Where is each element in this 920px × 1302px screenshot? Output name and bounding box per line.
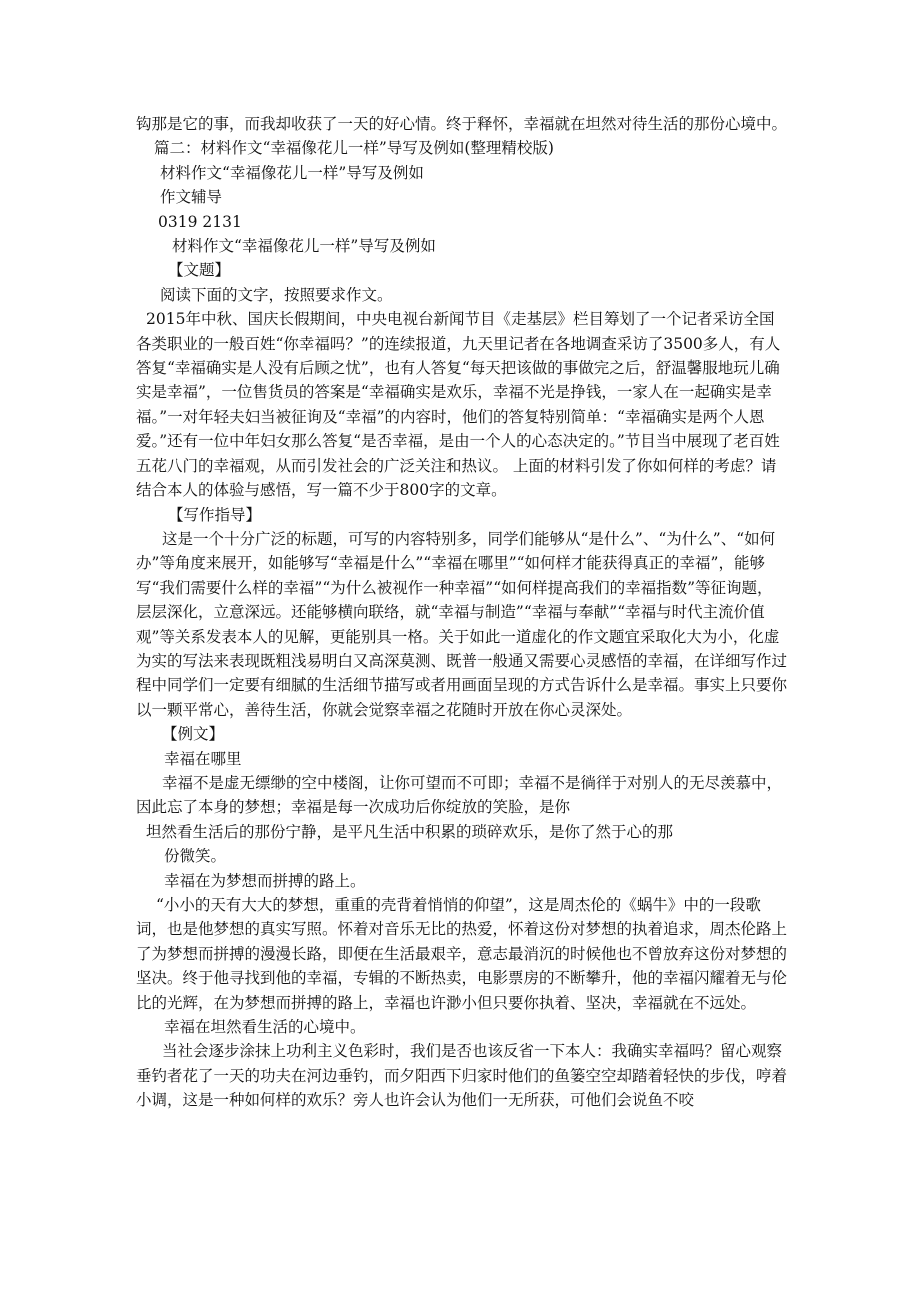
paragraph-continuation: 钩那是它的事，而我却收获了一天的好心情。终于释怀，幸福就在坦然对待生活的那份心境中。 (136, 115, 788, 133)
category-label: 作文辅导 (160, 188, 223, 207)
reference-number: 0319 2131 (158, 212, 242, 231)
heading-writing-guide: 【写作指导】 (168, 505, 262, 524)
example-intro-line-2: 坦然看生活后的那份宁静，是平凡生活中积累的琐碎欢乐，是你了然于心的那 (146, 822, 674, 841)
subheading-dream: 幸福在为梦想而拼搏的路上。 (164, 871, 366, 890)
subheading-calm: 幸福在坦然看生活的心境中。 (164, 1018, 366, 1037)
heading-example: 【例文】 (162, 725, 225, 744)
section-title-part-two: 篇二：材料作文“幸福像花儿一样”导写及例如(整理精校版) (154, 139, 554, 158)
instruction-line: 阅读下面的文字，按照要求作文。 (160, 285, 393, 304)
document-body (136, 112, 788, 1113)
example-intro-paragraph: 幸福不是虚无缥缈的空中楼阁，让你可望而不可即；幸福不是徜徉于对别人的无尽羡慕中，因此忘了本身的梦想；幸福是每一次成功后你绽放的笑脸，是你 (136, 773, 783, 817)
calm-paragraph: 当社会逐步涂抹上功利主义色彩时，我们是否也该反省一下本人：我确实幸福吗？留心观察垂钓者花了一天的功夫在河边垂钓，而夕阳西下归家时他们的鱼篓空空却踏着轻快的步伐，哼着小调，这是一种如何样的欢乐？旁人也许会认为他们一无所获，可他们会说鱼不咬 (136, 1042, 788, 1110)
example-intro-line-3: 份微笑。 (164, 847, 227, 866)
material-paragraph: 2015年中秋、国庆长假期间，中央电视台新闻节目《走基层》栏目筹划了一个记者采访全国各类职业的一般百姓“你幸福吗？”的连续报道，九天里记者在各地调查采访了3500多人，有人答复“幸福确实是人没有后顾之忧”，也有人答复“每天把该做的事做完之后，舒温馨服地玩儿确实是幸福”，一位售货员的答案是“幸福确实是欢乐，幸福不光是挣钱，一家人在一起确实是幸福。”一对年轻夫妇当被征询及“幸福”的内容时，他们的答复特别简单：“幸福确实是两个人恩爱。”还有一位中年妇女那么答复“是否幸福，是由一个人的心态决定的。”节目当中展现了老百姓五花八门的幸福观，从而引发社会的广泛关注和热议。 上面的材料引发了你如何样的考虑？请结合本人的体验与感悟，写一篇不少于800字的文章。 (136, 310, 781, 500)
article-title: 材料作文“幸福像花儿一样”导写及例如 (160, 163, 424, 182)
article-subtitle: 材料作文“幸福像花儿一样”导写及例如 (172, 237, 436, 256)
writing-guide-paragraph: 这是一个十分广泛的标题，可写的内容特别多，同学们能够从“是什么”、“为什么”、“如何办”等角度来展开，如能够写“幸福是什么”“幸福在哪里”“如何样才能获得真正的幸福”，能够写“我们需要什么样的幸福”“为什么被视作一种幸福”“如何样提高我们的幸福指数”等征询题，层层深化，立意深远。还能够横向联络，就“幸福与制造”“幸福与奉献”“幸福与时代主流价值观”等关系发表本人的见解，更能别具一格。关于如此一道虚化的作文题宜采取化大为小，化虚为实的写法来表现既粗浅易明白又高深莫测、既普一般通又需要心灵感悟的幸福，在详细写作过程中同学们一定要有细腻的生活细节描写或者用画面呈现的方式告诉什么是幸福。事实上只要你以一颗平常心，善待生活，你就会觉察幸福之花随时开放在你心灵深处。 (136, 529, 788, 719)
dream-paragraph: “小小的天有大大的梦想，重重的壳背着悄悄的仰望”，这是周杰伦的《蜗牛》中的一段歌词，也是他梦想的真实写照。怀着对音乐无比的热爱，怀着这份对梦想的执着追求，周杰伦路上了为梦想而拼搏的漫漫长路，即便在生活最艰辛，意志最消沉的时候他也不曾放弃这份对梦想的坚决。终于他寻找到他的幸福，专辑的不断热卖，电影票房的不断攀升，他的幸福闪耀着无与伦比的光辉，在为梦想而拼搏的路上，幸福也许渺小但只要你执着、坚决，幸福就在不远处。 (136, 896, 788, 1012)
heading-topic: 【文题】 (168, 261, 231, 280)
example-title: 幸福在哪里 (164, 749, 242, 768)
